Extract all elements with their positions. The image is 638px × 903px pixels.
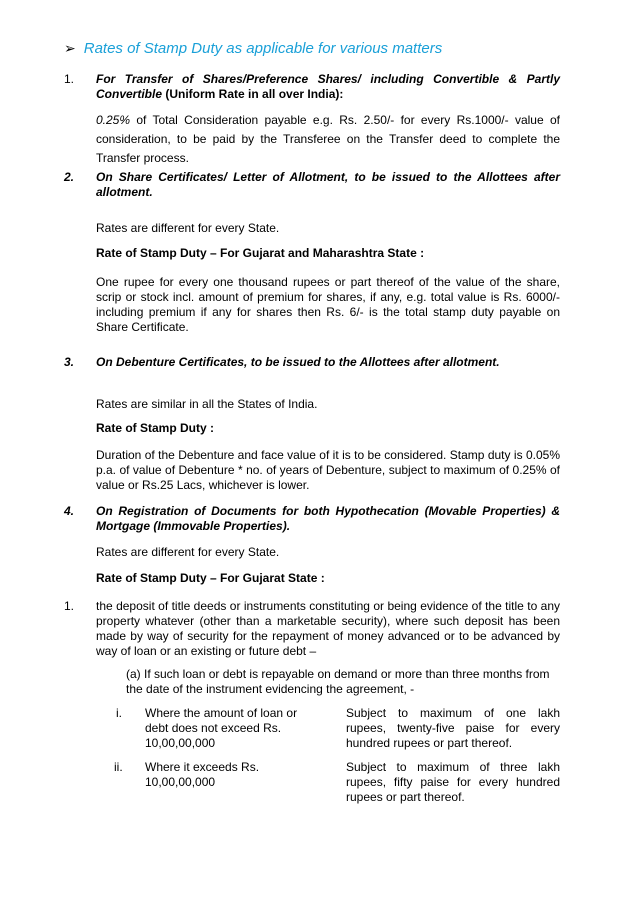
section-3-title: On Debenture Certificates, to be issued to the Allottees after allotment. [96,355,500,369]
section-2-p1: Rates are different for every State. [96,221,280,235]
section-1-rate: 0.25% [96,113,131,127]
row-i-condition: Where the amount of loan or debt does not exceed Rs. 10,00,00,000 [145,706,298,750]
row-ii-rate: Subject to maximum of three lakh rupees, fifty paise for every hundred rupees or part thereof. [346,760,560,804]
section-heading [64,40,442,57]
clause-sub-a: (a) If such loan or debt is repayable on demand or more than three months from the date of the instrument evidencing the agreement, - [126,667,550,696]
clause-1-text: the deposit of title deeds or instruments constituting or being evidence of the title to any property whatever (other than a marketable security), where such deposit has been made by way of security for the repayment of money advanced or to be advanced by way of loan or an existing or future debt – [96,599,560,658]
section-3-p2: Rate of Stamp Duty : [96,421,215,435]
section-1-text: of Total Consideration payable e.g. Rs. 2.50/- for every Rs.1000/- value of consideration, to be paid by the Transferee on the Transfer deed to complete the Transfer process. [96,113,560,165]
row-i-numeral: i. [116,706,122,720]
row-ii-numeral: ii. [114,760,123,774]
section-3-p3: Duration of the Debenture and face value of it is to be considered. Stamp duty is 0.05% p.a. of value of Debenture * no. of years of Debenture, subject to maximum of 0.25% of value or Rs.25 Lacs, whichever is lower. [96,448,560,492]
row-ii-condition: Where it exceeds Rs. 10,00,00,000 [145,760,260,789]
section-4-number: 4. [64,504,75,518]
section-1-title-bold: (Uniform Rate in all over India): [162,87,344,101]
section-1-number: 1. [64,72,75,86]
section-1-title-italic: For Transfer of Shares/Preference Shares/ including Convertible & Partly Convertible [96,72,560,101]
section-3-p1: Rates are similar in all the States of India. [96,397,318,411]
heading-title: Rates of Stamp Duty as applicable for various matters [83,40,443,57]
section-2-p2: Rate of Stamp Duty – For Gujarat and Maharashtra State : [96,246,425,260]
section-4-p2: Rate of Stamp Duty – For Gujarat State : [96,571,325,585]
section-3-number: 3. [64,355,75,369]
arrow-bullet-icon: ➢ [64,40,76,56]
section-1-body [96,111,560,168]
section-4-p1: Rates are different for every State. [96,545,280,559]
section-2-number: 2. [64,170,75,184]
row-i-rate: Subject to maximum of one lakh rupees, twenty-five paise for every hundred rupees or part thereof. [346,706,560,750]
section-2-p3: One rupee for every one thousand rupees or part thereof of the value of the share, scrip or stock incl. amount of premium for shares, if any, e.g. total value is Rs. 6000/- including premium if any for shares then Rs. 6/- is the total stamp duty payable on Share Certificate. [96,275,560,334]
section-1-title [96,72,560,102]
section-2-title: On Share Certificates/ Letter of Allotment, to be issued to the Allottees after allotment. [96,170,560,199]
section-4-title: On Registration of Documents for both Hypothecation (Movable Properties) & Mortgage (Immovable Properties). [96,504,560,533]
clause-1-number: 1. [64,599,75,613]
